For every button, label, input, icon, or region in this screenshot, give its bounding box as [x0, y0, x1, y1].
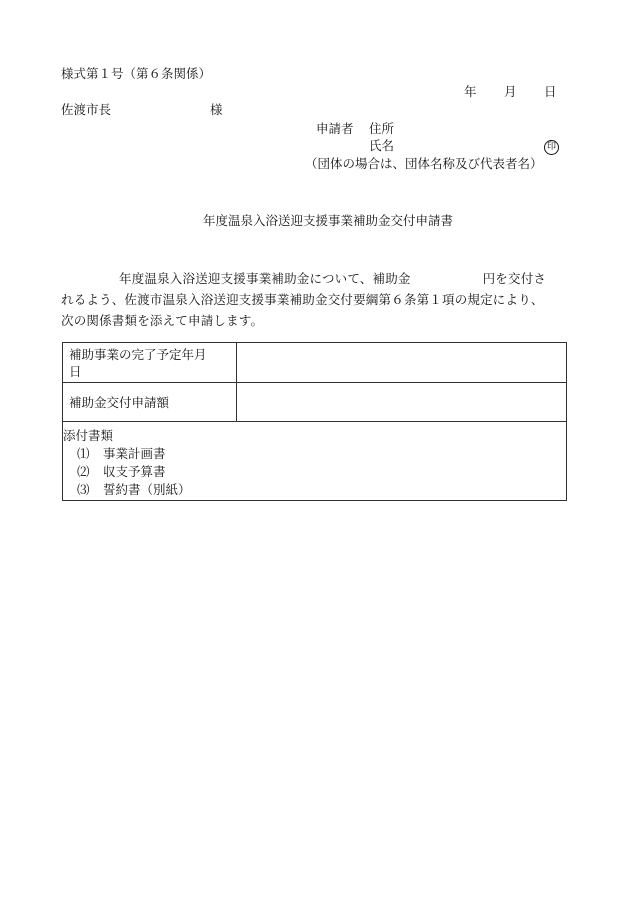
seal-mark	[544, 139, 559, 155]
attachment-item-3-number: ⑶	[77, 482, 90, 497]
addressee-honorific: 様	[210, 102, 223, 117]
date-day-label: 日	[544, 84, 557, 99]
body-part-1: 年度温泉入浴送迎支援事業補助金について、補助金	[119, 271, 411, 286]
applicant-name-label: 氏名	[369, 138, 395, 153]
attachment-item-2-number: ⑵	[77, 464, 90, 479]
attachment-item-2-text: 収支予算書	[103, 464, 166, 479]
applicant-label: 申請者	[316, 121, 354, 136]
applicant-note: （団体の場合は、団体名称及び代表者名）	[305, 156, 543, 171]
completion-date-label-line-1: 補助事業の完了予定年月	[69, 347, 207, 362]
date-year-label: 年	[464, 84, 477, 99]
attachment-item-3-text: 誓約書（別紙）	[103, 482, 191, 497]
form-number: 様式第１号（第６条関係）	[61, 66, 212, 81]
body-part-2: 円を交付さ	[482, 271, 547, 286]
attachment-item-1-text: 事業計画書	[103, 446, 166, 461]
body-line-1	[61, 268, 569, 289]
body-paragraph	[61, 268, 569, 331]
body-line-2: れるよう、佐渡市温泉入浴送迎支援事業補助金交付要綱第６条第１項の規定により、	[61, 292, 544, 307]
table-row-divider-1	[63, 382, 566, 383]
document-title: 年度温泉入浴送迎支援事業補助金交付申請書	[203, 213, 454, 228]
table-row-divider-2	[63, 421, 566, 422]
grant-amount-label: 補助金交付申請額	[69, 395, 170, 410]
completion-date-label-line-2: 日	[69, 364, 82, 379]
seal-icon: 印	[544, 140, 559, 155]
attachments-heading: 添付書類	[63, 428, 114, 443]
body-line-3: 次の関係書類を添えて申請します。	[61, 313, 264, 328]
applicant-address-label: 住所	[369, 121, 395, 136]
application-table	[62, 342, 567, 501]
date-month-label: 月	[504, 84, 517, 99]
addressee-city: 佐渡市長	[61, 102, 112, 117]
attachment-item-1-number: ⑴	[77, 446, 90, 461]
